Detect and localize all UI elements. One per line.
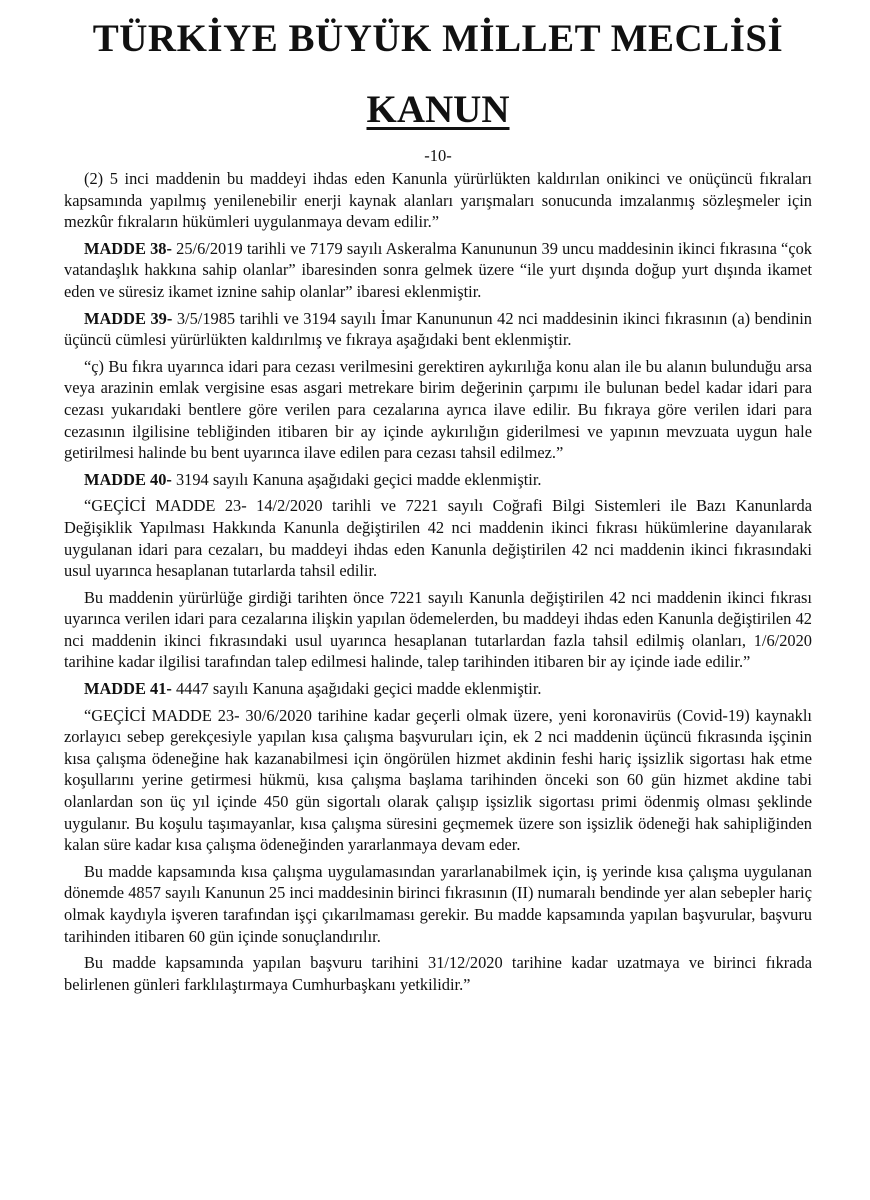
paragraph [64,587,812,673]
document-type-heading [64,86,812,134]
article-label: MADDE 41- [84,679,172,699]
paragraph [64,308,812,351]
paragraph [64,952,812,995]
paragraph-text: “GEÇİCİ MADDE 23- 30/6/2020 tarihine kadar geçerli olmak üzere, yeni koronavirüs (Covid-19) kaynaklı zorlayıcı sebep gerekçesiyle yapılan kısa çalışma başvuruları için, ek 2 nci maddenin üçüncü fıkrasında işçinin kısa çalışma ödeneğine hak kazanabilmesi için öngörülen hizmet akdinin feshi hariç işsizlik sigortası hak etme koşullarını yerine getirmesi hükmü, kısa çalışma başlama tarihinden önceki son 60 gün hizmet akdine tabi olanlardan son üç yıl içinde 450 gün sigortalı olarak çalışıp işsizlik sigortası primi ödenmiş olması şeklinde uygulanır. Bu koşulu taşımayanlar, kısa çalışma süresini geçmemek üzere son işsizlik ödeneği hak sahipliğinden kalan süre kadar kısa çalışma ödeneğinden yararlanmaya devam eder. [64,705,812,855]
institution-heading: TÜRKİYE BÜYÜK MİLLET MECLİSİ [92,17,784,60]
paragraph-text: “GEÇİCİ MADDE 23- 14/2/2020 tarihli ve 7221 sayılı Coğrafi Bilgi Sistemleri ile Bazı Kanunlarda Değişiklik Yapılması Hakkında Kanunla değiştirilen 42 nci maddenin ikinci fıkrası hükümlerine dayanılarak uygulanan idari para cezaları, bu maddeyi ihdas eden Kanunla değiştirilen 42 nci maddenin ikinci fıkrasındaki usul uyarınca hesaplanan tutarlarda tahsil edilir. [64,496,812,581]
paragraph [64,168,812,233]
paragraph [64,861,812,947]
paragraph-text: 3194 sayılı Kanuna aşağıdaki geçici madde eklenmiştir. [171,469,542,489]
paragraph [64,495,812,581]
page-number: -10- [424,146,452,165]
article-label: MADDE 39- [84,308,173,328]
paragraph [64,469,812,491]
paragraph-text: “ç) Bu fıkra uyarınca idari para cezası verilmesini gerektiren aykırılığa konu alan ile bu alanın bulunduğu arsa veya arazinin emlak vergisine esas asgari metrekare birim değerinin çarpımı ile bulunan bedel kadar idari para cezası yukarıdaki bentlere göre verilen para cezalarına ayrıca ilave edilir. Bu fıkraya göre verilen idari para cezasının ilgilisine tebliğinden itibaren bir ay içinde aykırılığın giderilmesi ve yapının mevzuata uygun hale getirilmesi halinde bu bent uyarınca ilave edilen para cezası tahsil edilmez.” [64,356,812,463]
paragraph-text: Bu madde kapsamında kısa çalışma uygulamasından yararlanabilmek için, iş yerinde kısa çalışma uygulanan dönemde 4857 sayılı Kanunun 25 inci maddesinin birinci fıkrasının (II) numaralı bendinde yer alan sebepler hariç olmak kaydıyla işveren tarafından işçi çıkarılmaması gerekir. Bu madde kapsamında yapılan başvurular, başvuru tarihinden itibaren 60 gün içinde sonuçlandırılır. [64,861,812,946]
paragraph-text: 4447 sayılı Kanuna aşağıdaki geçici madde eklenmiştir. [171,679,542,699]
paragraph [64,356,812,464]
paragraph-text: Bu maddenin yürürlüğe girdiği tarihten önce 7221 sayılı Kanunla değiştirilen 42 nci maddenin ikinci fıkrası uyarınca verilen idari para cezalarına ilişkin yapılan ödemelerden, bu maddeyi ihdas eden Kanunla değiştirilen 42 nci maddenin ikinci fıkrasındaki usul uyarınca hesaplanan tutarlardan fazla tahsil edilmiş olanları, 1/6/2020 tarihine kadar ilgilisi tarafından talep edilmesi halinde, talep tarihinden itibaren bir ay içinde iade edilir.” [64,587,812,672]
document-type-label: KANUN [366,88,510,131]
paragraph-text: (2) 5 inci maddenin bu maddeyi ihdas eden Kanunla yürürlükten kaldırılan onikinci ve onüçüncü fıkraları kapsamında yapılmış yenilenebilir enerji kaynak alanları yarışmaları sonucunda imzalanmış sözleşmeler için mezkûr fıkraların hükümleri uygulanmaya devam edilir.” [64,169,812,232]
article-label: MADDE 38- [84,238,172,258]
paragraph-text: Bu madde kapsamında yapılan başvuru tarihini 31/12/2020 tarihine kadar uzatmaya ve birinci fıkrada belirlenen günleri farklılaştırmaya Cumhurbaşkanı yetkilidir.” [64,953,812,994]
paragraph-text: 3/5/1985 tarihli ve 3194 sayılı İmar Kanununun 42 nci maddesinin ikinci fıkrasının (a) bendinin üçüncü cümlesi yürürlükten kaldırılmış ve fıkraya aşağıdaki bent eklenmiştir. [64,308,812,350]
paragraph [64,705,812,856]
article-label: MADDE 40- [84,469,172,489]
paragraph-text: 25/6/2019 tarihli ve 7179 sayılı Askeralma Kanununun 39 uncu maddesinin ikinci fıkrasına “çok vatandaşlık hakkına sahip olanlar” ibaresinden sonra gelmek üzere “ile yurt dışında doğup yurt dışında ikamet eden ve süresiz ikamet iznine sahip olanlar” ibaresi eklenmiştir. [64,238,812,301]
law-body [64,168,812,995]
paragraph [64,238,812,303]
paragraph [64,678,812,700]
